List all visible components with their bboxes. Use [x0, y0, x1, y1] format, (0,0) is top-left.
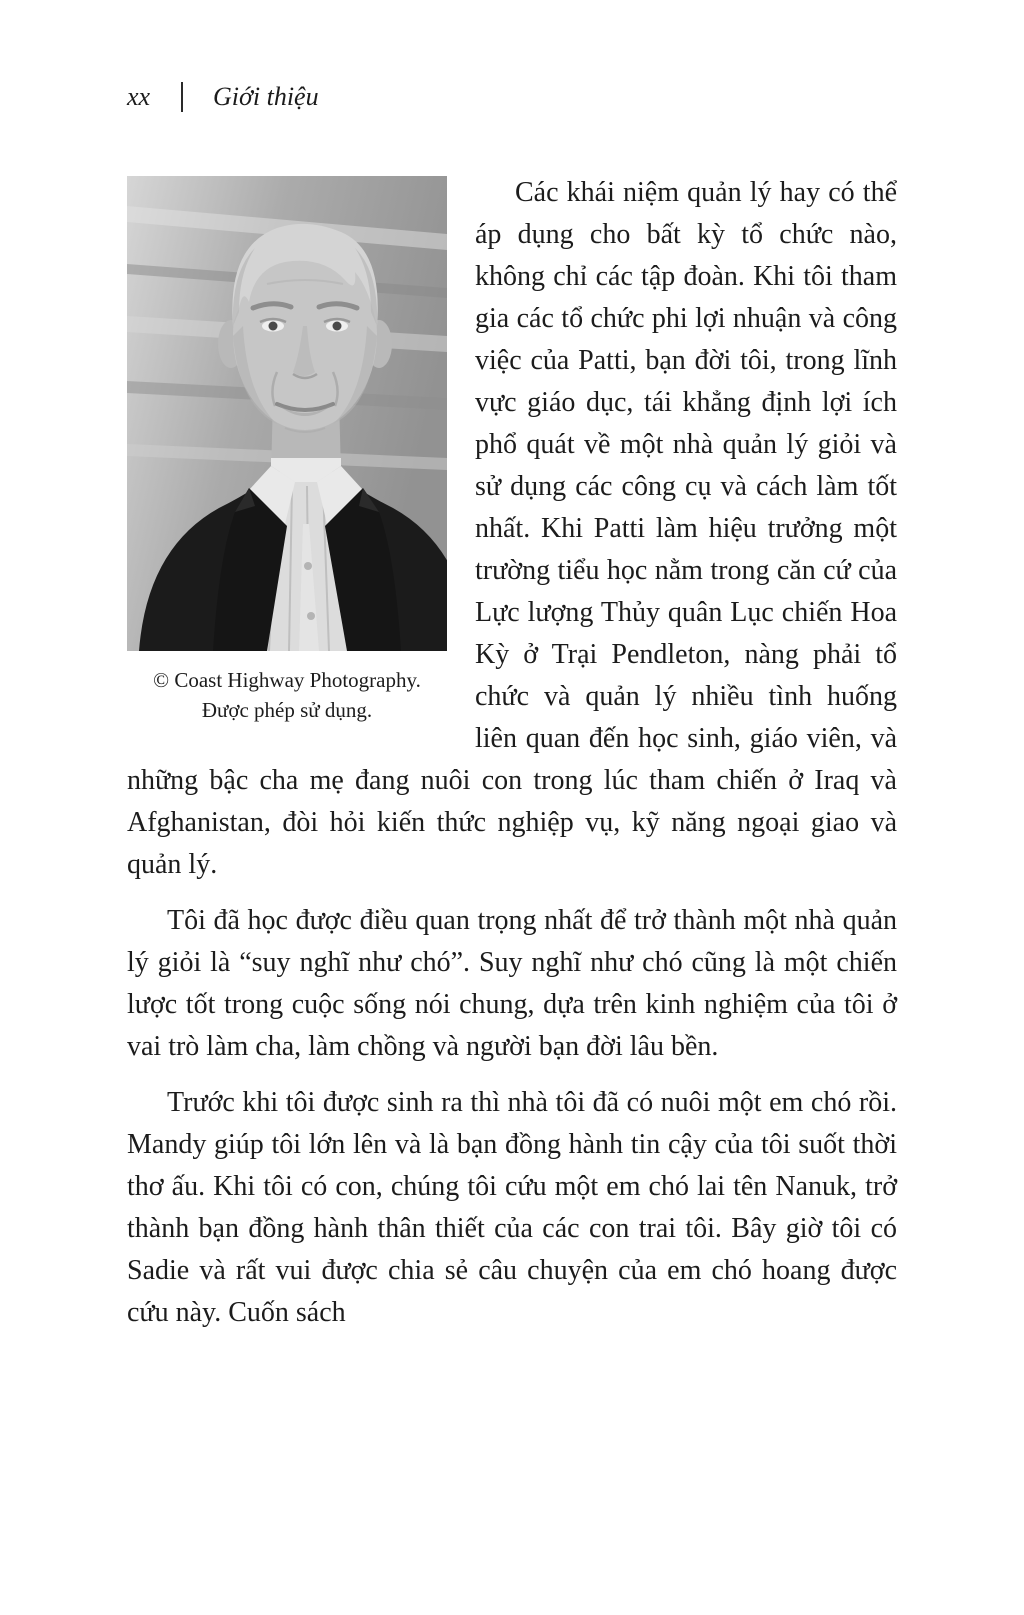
- photo-caption-permission: Được phép sử dụng.: [201, 698, 373, 722]
- photo-caption: [127, 665, 447, 725]
- page-header: [127, 82, 897, 112]
- page-number: xx: [127, 82, 151, 111]
- paragraph-1: Các khái niệm quản lý hay có thể áp dụng cho bất kỳ tổ chức nào, không chỉ các tập đoàn. Khi tôi tham gia các tổ chức phi lợi nhuận và công việc của Patti, bạn đời tôi, trong lĩnh vực giáo dục, tái khẳng định lợi ích phổ quát về một nhà quản lý giỏi và sử dụng các công cụ và cách làm tốt nhất. Khi Patti làm hiệu trưởng một trường tiểu học nằm trong căn cứ của Lực lượng Thủy quân Lục chiến Hoa Kỳ ở Trại Pendleton, nàng phải tổ chức và quản lý nhiều tình huống liên quan đến học sinh, giáo viên, và những bậc cha mẹ đang nuôi con trong lúc tham chiến ở Iraq và Afghanistan, đòi hỏi kiến thức nghiệp vụ, kỹ năng ngoại giao và quản lý.: [127, 177, 897, 880]
- chapter-title: Giới thiệu: [213, 82, 319, 111]
- paragraph-2: Tôi đã học được điều quan trọng nhất để trở thành một nhà quản lý giỏi là “suy nghĩ như chó”. Suy nghĩ như chó cũng là một chiến lược tốt trong cuộc sống nói chung, dựa trên kinh nghiệm của tôi ở vai trò làm cha, làm chồng và người bạn đời lâu bền.: [127, 905, 897, 1062]
- page-body: [127, 172, 897, 1334]
- portrait-photo-illustration: [127, 176, 447, 651]
- author-photo-figure: [127, 176, 447, 725]
- author-portrait-photo: [127, 176, 447, 651]
- photo-caption-credit: © Coast Highway Photography.: [153, 668, 421, 692]
- header-divider: [181, 82, 183, 112]
- paragraph-3: Trước khi tôi được sinh ra thì nhà tôi đã có nuôi một em chó rồi. Mandy giúp tôi lớn lên và là bạn đồng hành tin cậy của tôi suốt thời thơ ấu. Khi tôi có con, chúng tôi cứu một em chó lai tên Nanuk, trở thành bạn đồng hành thân thiết của các con trai tôi. Bây giờ tôi có Sadie và rất vui được chia sẻ câu chuyện của em chó hoang được cứu này. Cuốn sách: [127, 1087, 897, 1328]
